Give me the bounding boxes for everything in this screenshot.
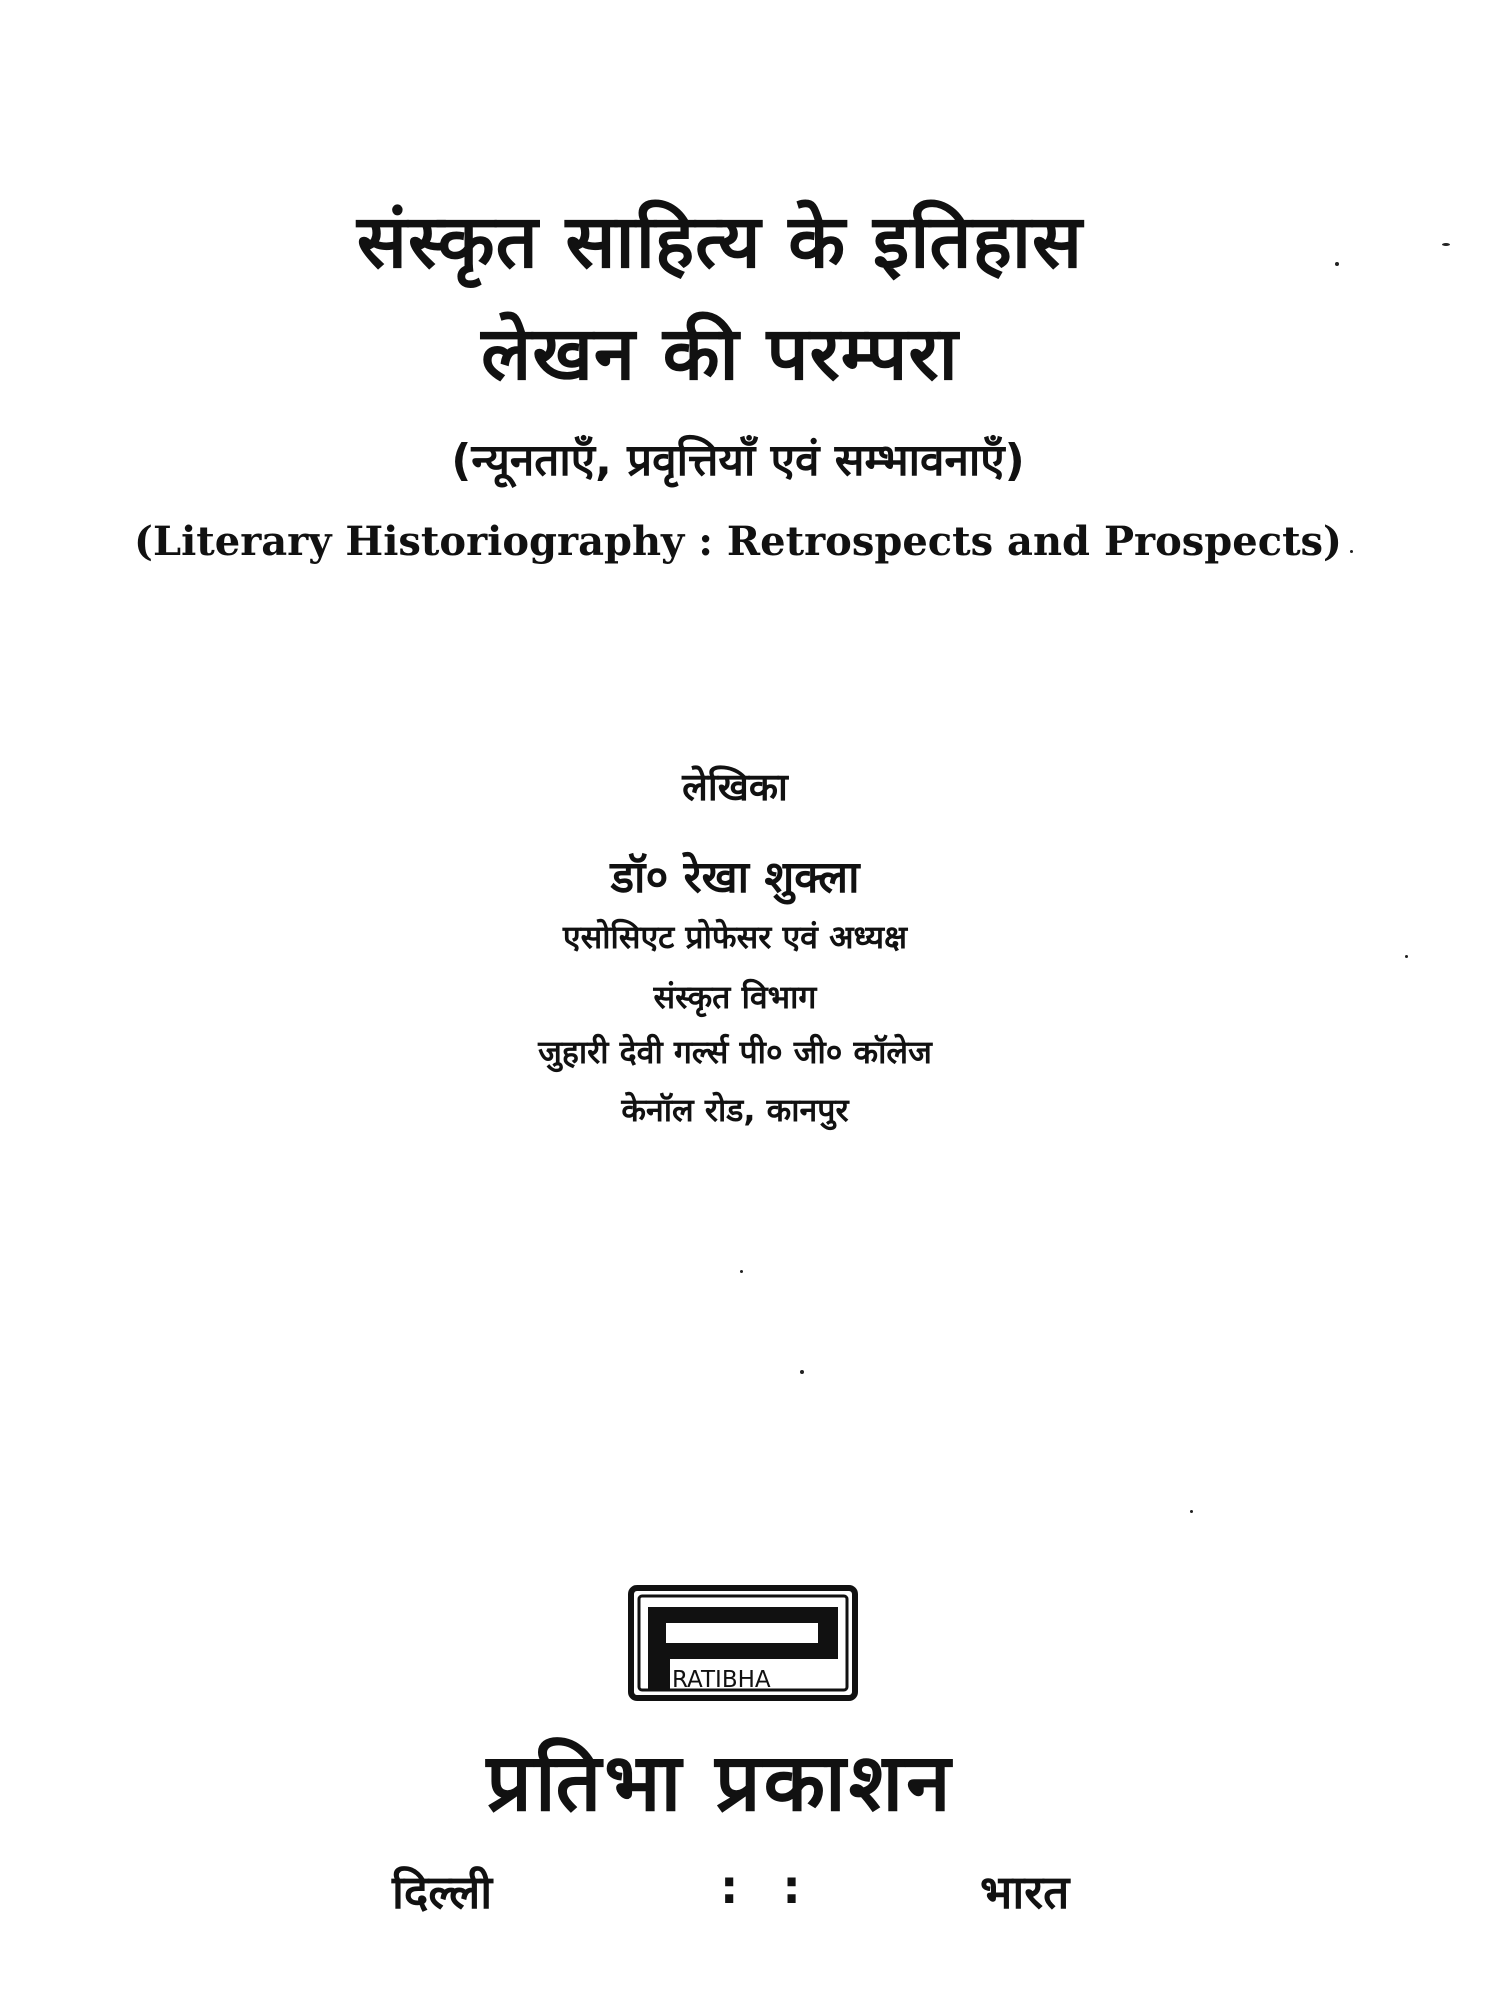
scan-speck xyxy=(1350,550,1353,553)
scan-speck xyxy=(740,1270,743,1273)
scan-speck xyxy=(800,1370,804,1374)
publisher-name: प्रतिभा प्रकाशन xyxy=(486,1736,954,1829)
publisher-country: भारत xyxy=(980,1865,1070,1919)
author-role: लेखिका xyxy=(682,765,788,809)
logo-text: RATIBHA xyxy=(672,1667,771,1693)
subtitle-hindi: (न्यूनताएँ, प्रवृत्तियाँ एवं सम्भावनाएँ) xyxy=(451,435,1025,486)
author-designation: एसोसिएट प्रोफेसर एवं अध्यक्ष xyxy=(562,918,908,956)
author-address: केनॉल रोड, कानपुर xyxy=(621,1091,849,1129)
author-college: जुहारी देवी गर्ल्स पी० जी० कॉलेज xyxy=(538,1033,932,1071)
author-department: संस्कृत विभाग xyxy=(653,978,817,1016)
publisher-separator: : : xyxy=(720,1860,815,1914)
scan-speck xyxy=(1335,262,1339,266)
pratibha-logo-icon xyxy=(628,1585,858,1705)
author-name: डॉ० रेखा शुक्ला xyxy=(610,852,860,903)
publisher-city: दिल्ली xyxy=(392,1865,493,1919)
book-title-line-2: लेखन की परम्परा xyxy=(481,311,959,397)
subtitle-english: (Literary Historiography : Retrospects and Prospects) xyxy=(134,518,1342,565)
scan-speck xyxy=(1442,243,1450,246)
scan-speck xyxy=(1405,955,1408,958)
book-title-line-1: संस्कृत साहित्य के इतिहास xyxy=(356,199,1084,285)
scan-speck xyxy=(1190,1510,1193,1513)
pratibha-logo xyxy=(628,1585,858,1705)
